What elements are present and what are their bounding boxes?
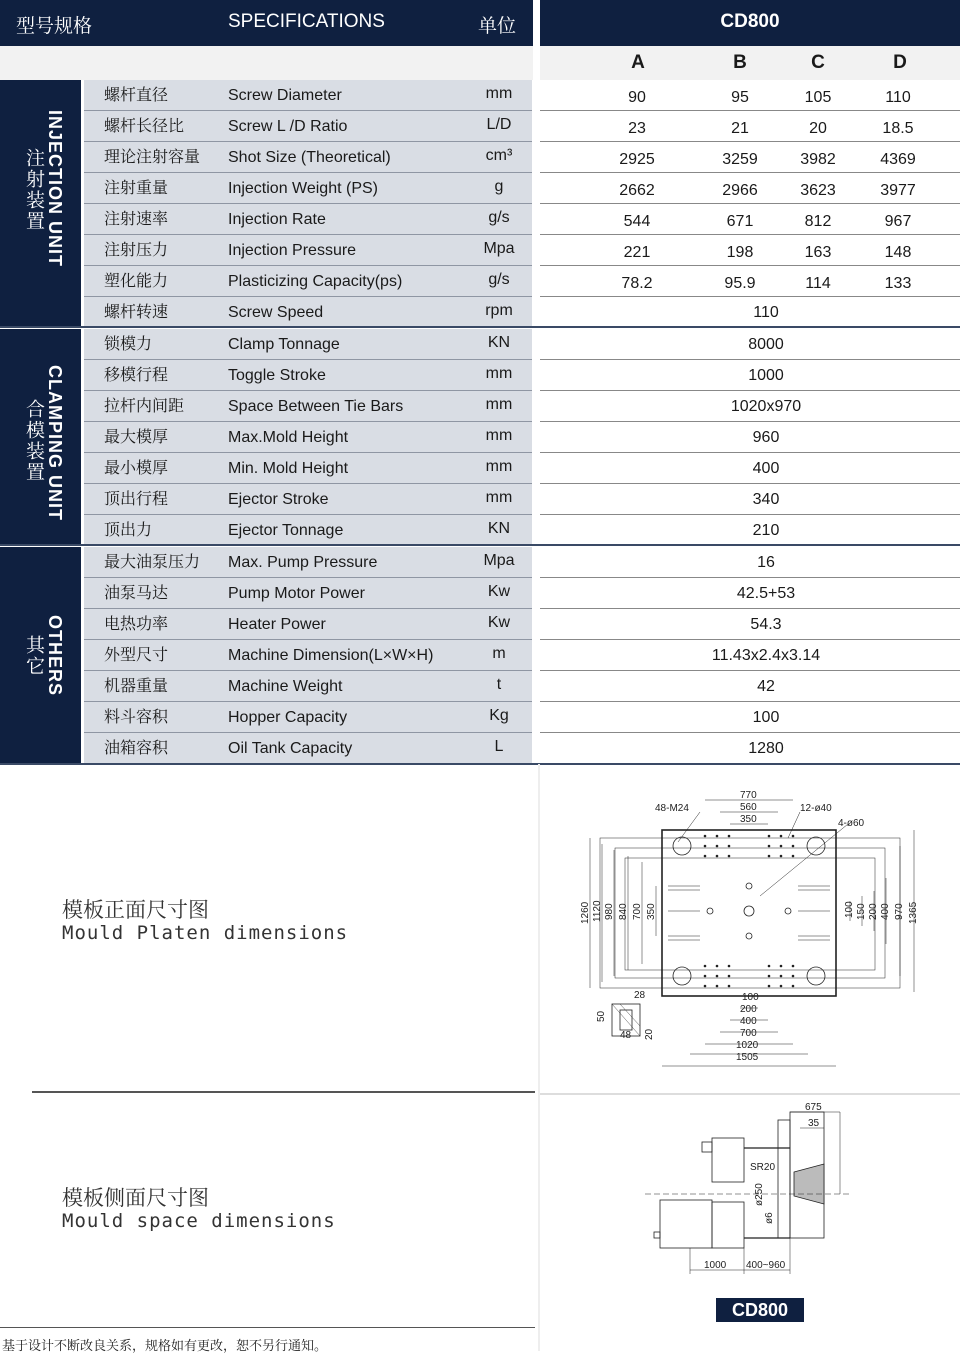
- spec-name-en: Plasticizing Capacity(ps): [218, 266, 472, 296]
- spec-row: [0, 266, 960, 297]
- spec-value-c: 3623: [800, 182, 836, 199]
- spec-row: [0, 329, 960, 360]
- section-injection-cn: 注射装置: [23, 148, 44, 232]
- spec-name-cn: 注射压力: [84, 235, 234, 265]
- spec-unit: KN: [466, 515, 532, 545]
- spec-value-all: 1280: [748, 740, 784, 757]
- spec-unit: mm: [466, 422, 532, 452]
- spec-row: [0, 640, 960, 671]
- spec-unit: mm: [466, 453, 532, 483]
- spec-name-en: Shot Size (Theoretical): [218, 142, 472, 172]
- spec-name-en: Heater Power: [218, 609, 472, 639]
- moving-platen-boss: [702, 1142, 712, 1152]
- spec-row: [0, 484, 960, 515]
- spec-name-cn: 注射速率: [84, 204, 234, 234]
- spec-name-en: Oil Tank Capacity: [218, 733, 472, 763]
- spec-unit: mm: [466, 484, 532, 514]
- spec-row: [0, 733, 960, 764]
- dim-700-bottom: 700: [740, 1028, 757, 1039]
- dim-400-right: 400: [880, 903, 891, 920]
- spec-value-c: 812: [804, 213, 832, 230]
- fixed-platen-face: [778, 1120, 790, 1238]
- spec-value-d: 133: [884, 275, 912, 292]
- spec-unit: m: [466, 640, 532, 670]
- dim-28: 28: [634, 990, 646, 1001]
- spec-value-b: 95: [731, 89, 749, 106]
- separator-injection: [0, 326, 960, 328]
- spec-value-b: 2966: [722, 182, 758, 199]
- column-header-b: B: [733, 52, 747, 73]
- spec-value-d: 18.5: [882, 120, 914, 137]
- spec-row: [0, 80, 960, 111]
- column-header-a: A: [631, 52, 645, 73]
- spec-value-all: 340: [752, 491, 780, 508]
- header-right: [540, 0, 960, 46]
- spec-row: [0, 204, 960, 235]
- spec-name-cn: 塑化能力: [84, 266, 234, 296]
- platen-front-diagram: [560, 786, 940, 1071]
- spec-name-cn: 拉杆内间距: [84, 391, 234, 421]
- dim-1260: 1260: [580, 901, 591, 924]
- spec-row: [0, 671, 960, 702]
- spec-value-a: 23: [628, 120, 646, 137]
- footer-note: 基于设计不断改良关系，规格如有更改，恕不另行通知。: [2, 1338, 328, 1353]
- spec-value-all: 400: [752, 460, 780, 477]
- spec-value-all: 8000: [748, 336, 784, 353]
- spec-row: [0, 515, 960, 546]
- dim-50: 50: [596, 1010, 607, 1022]
- spec-name-en: Max.Mold Height: [218, 422, 472, 452]
- center-hole-left: [707, 908, 713, 914]
- tiebar-hole-tr: [807, 837, 825, 855]
- spec-name-en: Injection Pressure: [218, 235, 472, 265]
- spec-value-d: 967: [884, 213, 912, 230]
- spec-name-en: Screw Speed: [218, 297, 472, 327]
- spec-name-en: Min. Mold Height: [218, 453, 472, 483]
- dim-980: 980: [604, 903, 615, 920]
- footer-line: [0, 1327, 535, 1328]
- spec-unit: L: [466, 733, 532, 763]
- moving-platen-upper: [712, 1138, 744, 1182]
- spec-name-en: Max. Pump Pressure: [218, 547, 472, 577]
- spec-name-en: Pump Motor Power: [218, 578, 472, 608]
- spec-row: [0, 111, 960, 142]
- platen-tiebar-box: [600, 838, 900, 988]
- spec-unit: Mpa: [466, 547, 532, 577]
- spec-value-all: 1000: [748, 367, 784, 384]
- spec-value-c: 105: [804, 89, 832, 106]
- spec-value-b: 21: [731, 120, 749, 137]
- dim-o6: ø6: [764, 1212, 775, 1224]
- dim-840: 840: [618, 903, 629, 920]
- spec-name-en: Clamp Tonnage: [218, 329, 472, 359]
- spec-unit: Kw: [466, 578, 532, 608]
- header-specifications: SPECIFICATIONS: [228, 11, 385, 32]
- spec-value-a: 2662: [619, 182, 655, 199]
- spec-value-all: 42.5+53: [736, 585, 796, 602]
- spec-row: [0, 360, 960, 391]
- header-model: CD800: [720, 11, 780, 32]
- dim-100-right: 100: [844, 901, 855, 918]
- dim-350: 350: [740, 814, 757, 825]
- spec-value-a: 221: [623, 244, 651, 261]
- spec-value-b: 198: [726, 244, 754, 261]
- spec-unit: g/s: [466, 266, 532, 296]
- spec-value-b: 95.9: [724, 275, 756, 292]
- tiebar-hole-tl: [673, 837, 691, 855]
- spec-name-en: Ejector Tonnage: [218, 515, 472, 545]
- header-unit-cn: 单位: [478, 16, 517, 37]
- spec-row: [0, 142, 960, 173]
- spec-name-cn: 电热功率: [84, 609, 234, 639]
- spec-unit: Kw: [466, 609, 532, 639]
- spec-value-all: 11.43x2.4x3.14: [711, 647, 821, 664]
- divider-vertical: [538, 764, 540, 1351]
- spec-name-cn: 移模行程: [84, 360, 234, 390]
- platen-side-diagram: [640, 1098, 860, 1284]
- dim-1000: 1000: [704, 1260, 727, 1271]
- section-injection-en: INJECTION UNIT: [45, 110, 65, 268]
- tiebar-hole-bl: [673, 967, 691, 985]
- bolt-holes: [704, 835, 795, 988]
- spec-name-cn: 油箱容积: [84, 733, 234, 763]
- spec-value-all: 100: [752, 709, 780, 726]
- spec-row: [0, 702, 960, 733]
- section-clamping-en: CLAMPING UNIT: [45, 365, 65, 521]
- spec-unit: mm: [466, 360, 532, 390]
- dim-1365: 1365: [908, 901, 919, 924]
- spec-value-a: 90: [628, 89, 646, 106]
- spec-row: [0, 547, 960, 578]
- dim-48-m24: 48-M24: [655, 803, 689, 814]
- ejector-pin: [654, 1232, 660, 1238]
- dim-200-bottom: 200: [740, 1004, 757, 1015]
- center-hole-bottom: [746, 933, 752, 939]
- dim-o250: ø250: [754, 1183, 765, 1206]
- dim-12-o40: 12-ø40: [800, 803, 832, 814]
- spec-value-c: 114: [805, 275, 831, 292]
- side-title-en: Mould space dimensions: [62, 1210, 336, 1232]
- spec-unit: Mpa: [466, 235, 532, 265]
- spec-name-cn: 机器重量: [84, 671, 234, 701]
- dim-4-o60: 4-ø60: [838, 818, 865, 829]
- dim-48: 48: [620, 1030, 632, 1041]
- spec-name-cn: 注射重量: [84, 173, 234, 203]
- spec-value-d: 110: [885, 89, 911, 106]
- subheader-left: [0, 46, 533, 80]
- header-model-spec-cn: 型号规格: [16, 16, 93, 37]
- dim-770: 770: [740, 790, 757, 801]
- spec-row: [0, 609, 960, 640]
- spec-name-cn: 螺杆直径: [84, 80, 234, 110]
- spec-name-cn: 顶出行程: [84, 484, 234, 514]
- spec-name-en: Machine Dimension(L×W×H): [218, 640, 472, 670]
- dim-100-bottom: 100: [742, 992, 759, 1003]
- spec-row: [0, 173, 960, 204]
- dim-150: 150: [856, 903, 867, 920]
- spec-row: [0, 391, 960, 422]
- spec-row: [0, 578, 960, 609]
- dim-400-960: 400~960: [746, 1260, 786, 1271]
- separator-others: [0, 763, 960, 765]
- dim-400-bottom: 400: [740, 1016, 757, 1027]
- column-header-c: C: [811, 52, 825, 73]
- nozzle-seat: [794, 1164, 824, 1204]
- dim-970: 970: [894, 903, 905, 920]
- side-title-cn: 模板侧面尺寸图: [62, 1186, 209, 1210]
- spec-name-cn: 外型尺寸: [84, 640, 234, 670]
- spec-name-en: Space Between Tie Bars: [218, 391, 472, 421]
- spec-value-c: 163: [804, 244, 832, 261]
- spec-name-cn: 料斗容积: [84, 702, 234, 732]
- dim-200-right: 200: [868, 903, 879, 920]
- spec-value-c: 3982: [800, 151, 836, 168]
- spec-name-cn: 理论注射容量: [84, 142, 234, 172]
- spec-name-cn: 油泵马达: [84, 578, 234, 608]
- spec-row: [0, 422, 960, 453]
- spec-value-d: 148: [884, 244, 912, 261]
- platen-title-cn: 模板正面尺寸图: [62, 898, 209, 922]
- spec-value-all: 960: [752, 429, 780, 446]
- divider-left: [32, 1091, 535, 1093]
- spec-value-all: 110: [753, 304, 779, 321]
- ejector-block: [660, 1200, 712, 1248]
- separator-clamping: [0, 544, 960, 546]
- dim-350-left: 350: [646, 903, 657, 920]
- spec-name-cn: 最大模厚: [84, 422, 234, 452]
- model-badge: CD800: [716, 1298, 804, 1322]
- dim-1505: 1505: [736, 1052, 759, 1063]
- tiebar-hole-br: [807, 967, 825, 985]
- column-header-d: D: [893, 52, 907, 73]
- spec-name-cn: 锁模力: [84, 329, 234, 359]
- center-hole-right: [785, 908, 791, 914]
- spec-unit: mm: [466, 391, 532, 421]
- section-clamping-cn: 合模装置: [23, 399, 44, 483]
- moving-platen-lower: [712, 1202, 744, 1248]
- spec-name-cn: 螺杆转速: [84, 297, 234, 327]
- spec-row: [0, 235, 960, 266]
- platen-title-en: Mould Platen dimensions: [62, 922, 349, 944]
- spec-value-all: 1020x970: [730, 398, 802, 415]
- section-others-cn: 其它: [23, 635, 44, 677]
- spec-row: [0, 297, 960, 328]
- center-hole: [744, 906, 754, 916]
- spec-value-b: 671: [726, 213, 754, 230]
- spec-value-d: 3977: [880, 182, 916, 199]
- spec-unit: g/s: [466, 204, 532, 234]
- spec-name-en: Injection Rate: [218, 204, 472, 234]
- dim-1120: 1120: [592, 900, 603, 922]
- spec-name-en: Screw Diameter: [218, 80, 472, 110]
- dim-20: 20: [644, 1028, 655, 1040]
- spec-name-cn: 最大油泵压力: [84, 547, 234, 577]
- dim-35: 35: [808, 1118, 820, 1129]
- spec-unit: rpm: [466, 297, 532, 327]
- spec-value-all: 210: [752, 522, 780, 539]
- spec-value-a: 544: [623, 213, 651, 230]
- spec-unit: Kg: [466, 702, 532, 732]
- spec-value-b: 3259: [722, 151, 758, 168]
- spec-name-cn: 螺杆长径比: [84, 111, 234, 141]
- spec-name-en: Machine Weight: [218, 671, 472, 701]
- spec-unit: KN: [466, 329, 532, 359]
- dim-sr20: SR20: [750, 1162, 776, 1173]
- spec-unit: L/D: [466, 111, 532, 141]
- spec-unit: g: [466, 173, 532, 203]
- dim-700: 700: [632, 903, 643, 920]
- spec-unit: t: [466, 671, 532, 701]
- spec-value-all: 42: [757, 678, 775, 695]
- spec-name-en: Toggle Stroke: [218, 360, 472, 390]
- center-hole-top: [746, 883, 752, 889]
- dim-675: 675: [805, 1102, 822, 1113]
- spec-value-all: 16: [757, 554, 775, 571]
- dim-560: 560: [740, 802, 757, 813]
- spec-unit: mm: [466, 80, 532, 110]
- dim-1020: 1020: [736, 1040, 759, 1051]
- spec-value-a: 2925: [619, 151, 655, 168]
- spec-name-en: Hopper Capacity: [218, 702, 472, 732]
- spec-name-en: Injection Weight (PS): [218, 173, 472, 203]
- spec-row: [0, 453, 960, 484]
- spec-value-a: 78.2: [621, 275, 653, 292]
- spec-value-d: 4369: [880, 151, 916, 168]
- spec-value-c: 20: [809, 120, 827, 137]
- platen-slots: [668, 886, 830, 940]
- spec-unit: cm³: [466, 142, 532, 172]
- spec-name-cn: 最小模厚: [84, 453, 234, 483]
- section-others-en: OTHERS: [45, 615, 65, 697]
- divider-right: [538, 1093, 960, 1095]
- spec-name-en: Screw L /D Ratio: [218, 111, 472, 141]
- header-left: [0, 0, 533, 46]
- spec-name-cn: 顶出力: [84, 515, 234, 545]
- spec-name-en: Ejector Stroke: [218, 484, 472, 514]
- spec-value-all: 54.3: [750, 616, 782, 633]
